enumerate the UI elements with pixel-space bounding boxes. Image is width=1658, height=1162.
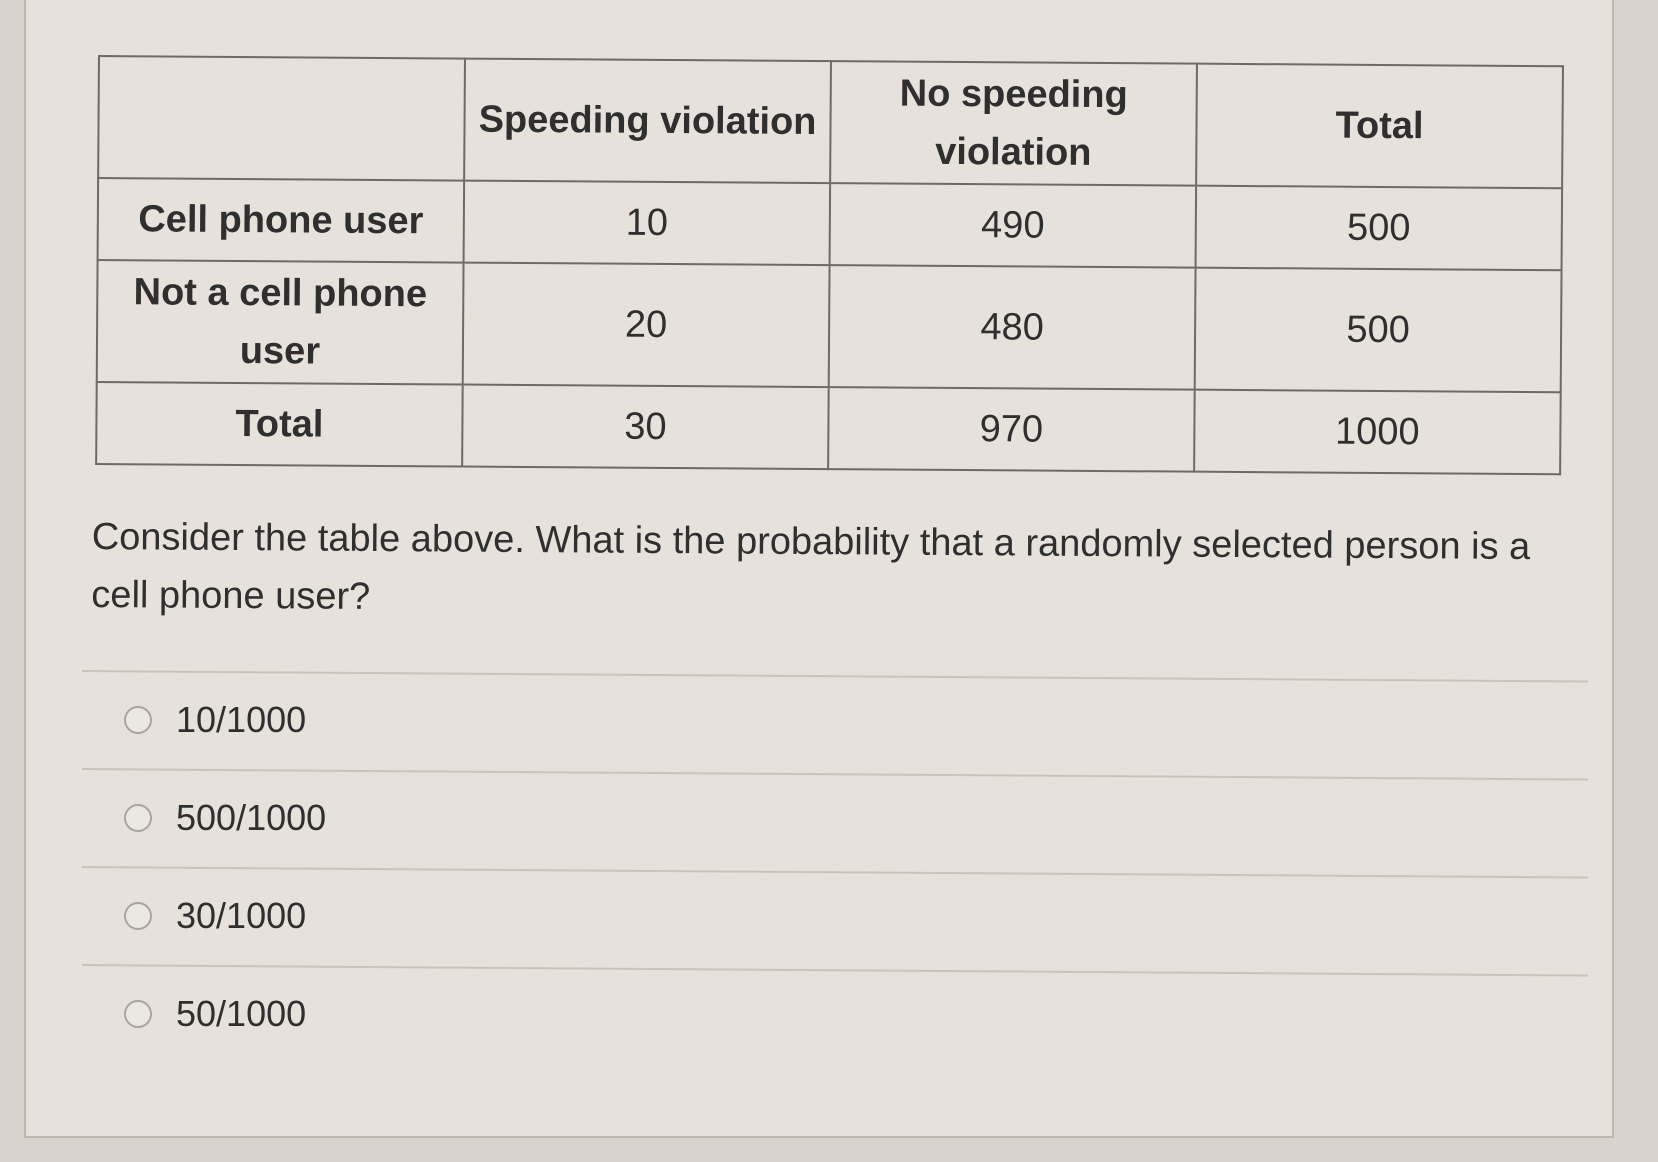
answer-option-4[interactable]: [82, 966, 1588, 1062]
radio-button[interactable]: [124, 902, 152, 930]
table-cell: 500: [1196, 186, 1563, 271]
table-cell: 500: [1195, 268, 1562, 393]
table-cell: 20: [463, 263, 830, 388]
answer-option-3[interactable]: [82, 868, 1588, 964]
table-row: [96, 382, 1561, 474]
answer-option-1[interactable]: [82, 672, 1588, 768]
table-cell: 10: [464, 181, 831, 266]
radio-button[interactable]: [124, 804, 152, 832]
table-header-row: [98, 56, 1563, 188]
row-label-cell-phone-user: Cell phone user: [98, 178, 465, 263]
table-cell: 970: [828, 387, 1195, 472]
table-cell: 30: [462, 385, 829, 470]
answer-option-label: 30/1000: [176, 895, 307, 936]
table-header-no-speeding-violation: No speeding violation: [830, 61, 1197, 186]
radio-button[interactable]: [124, 1000, 152, 1028]
answer-option-2[interactable]: [82, 770, 1588, 866]
table-row: [98, 178, 1563, 270]
question-text: Consider the table above. What is the probability that a randomly selected person is a cell phone user?: [91, 515, 1531, 618]
row-label-total: Total: [96, 382, 463, 467]
contingency-table: [95, 55, 1564, 475]
table-header-speeding-violation: Speeding violation: [464, 59, 831, 184]
table-header-total: Total: [1196, 64, 1563, 189]
table-cell: 490: [830, 183, 1197, 268]
radio-button[interactable]: [124, 706, 152, 734]
answer-options: [82, 670, 1588, 1062]
row-label-not-cell-phone-user: Not a cell phone user: [97, 260, 464, 385]
question-panel: [24, 0, 1614, 1138]
answer-option-label: 500/1000: [176, 797, 327, 838]
answer-option-label: 10/1000: [176, 699, 307, 740]
table-cell: 1000: [1194, 390, 1561, 475]
table-header-corner: [98, 56, 465, 181]
table-row: [97, 260, 1562, 392]
answer-option-label: 50/1000: [176, 993, 307, 1034]
table-cell: 480: [829, 265, 1196, 390]
